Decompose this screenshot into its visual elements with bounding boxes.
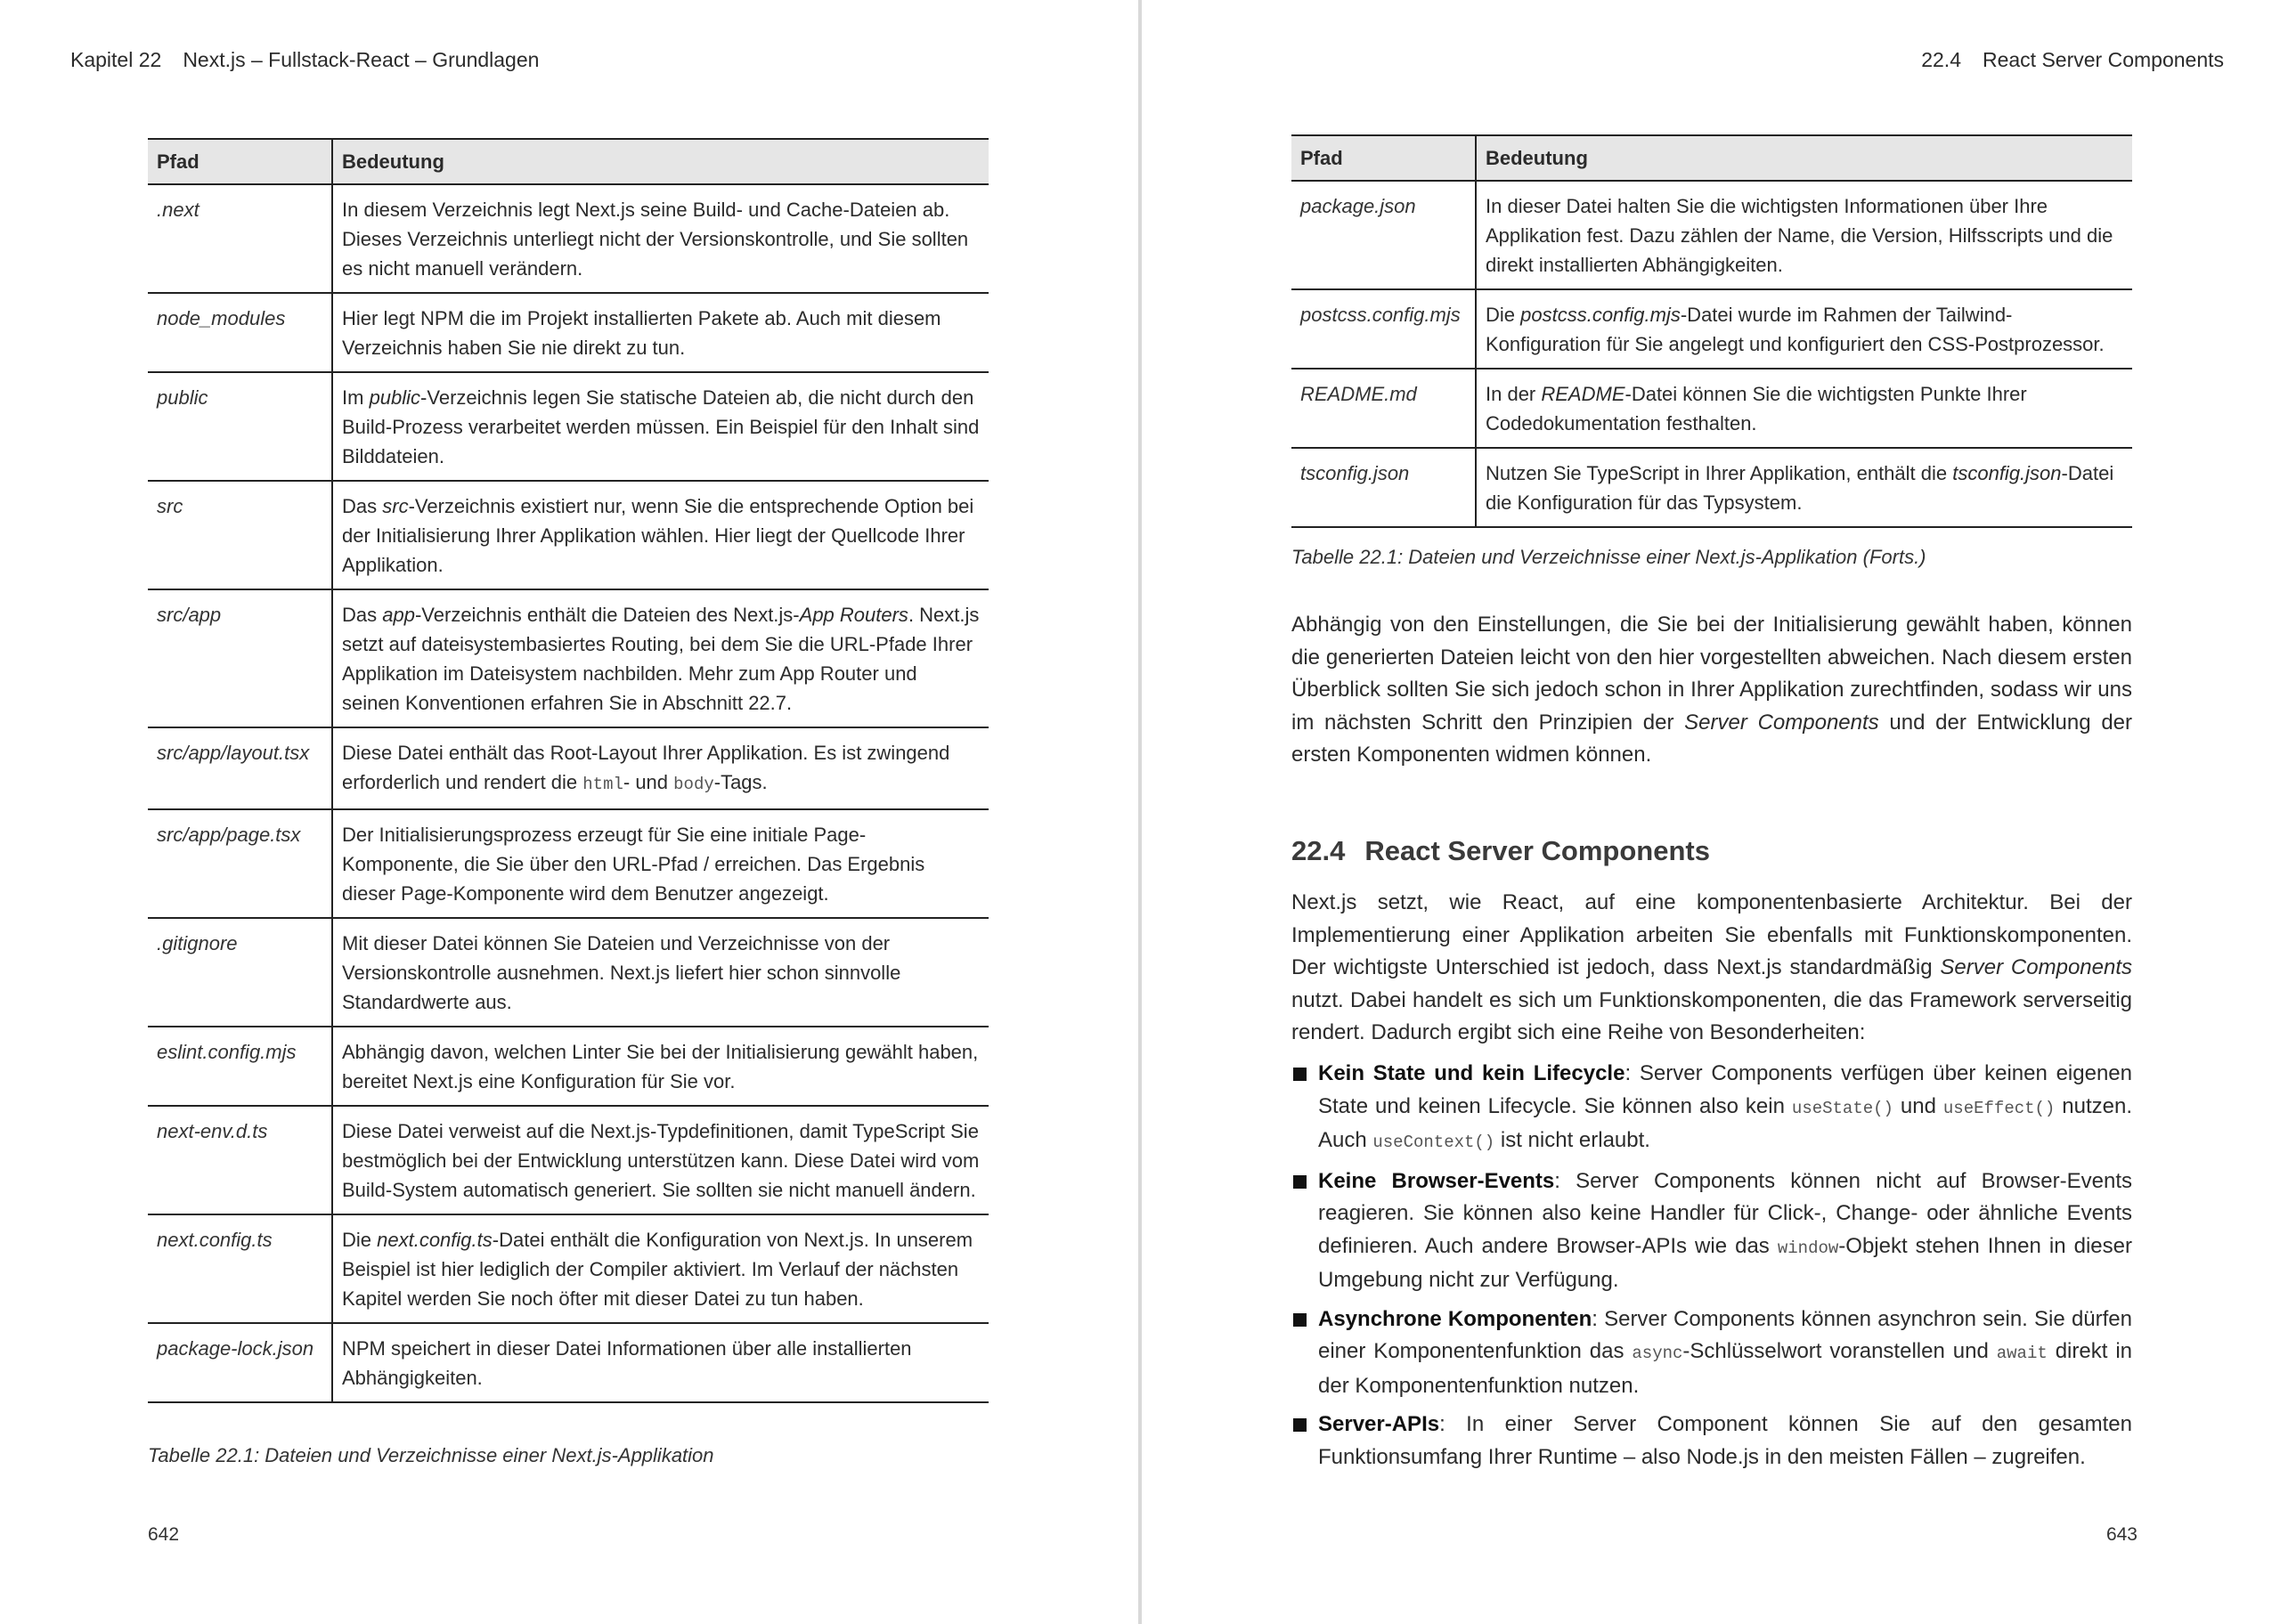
meaning-cell: Hier legt NPM die im Projekt installierten Pakete ab. Auch mit diesem Verzeichnis haben Sie nie direkt zu tun. xyxy=(332,293,989,372)
section-heading-title: React Server Components xyxy=(1364,835,1710,866)
path-cell: src/app/page.tsx xyxy=(148,809,332,918)
bullet-text: -Objekt stehen Ihnen in dieser Umgebung nicht zur Verfügung. xyxy=(1318,1233,2132,1292)
meaning-emphasis: tsconfig.json xyxy=(1952,462,2062,484)
path-cell: public xyxy=(148,372,332,481)
meaning-emphasis: README xyxy=(1541,383,1625,405)
meaning-text: Diese Datei enthält das Root-Layout Ihrer Applikation. Es ist zwingend erforderlich und rendert die xyxy=(342,742,950,793)
table-row xyxy=(1291,289,2132,369)
bullet-term: Kein State und kein Lifecycle xyxy=(1318,1061,1625,1085)
paragraph-text: Abhängig von den Einstellungen, die Sie bei der Initialisierung gewählt haben, können die generierten Dateien leicht von den hier vorgestellten abweichen. Nach diesem ersten Überblick sollten Sie sich jedoch schon in Ihrer Applikation zurechtfinden, sodass wir uns im nächsten Schritt den Prinzipien der xyxy=(1291,613,2132,735)
table-row xyxy=(148,1214,989,1323)
table-caption-left: Tabelle 22.1: Dateien und Verzeichnisse einer Next.js-Applikation xyxy=(148,1444,714,1466)
table-row xyxy=(148,372,989,481)
meaning-cell: In dieser Datei halten Sie die wichtigsten Informationen über Ihre Applikation fest. Dazu zählen der Name, die Version, Hilfsscripts und die direkt installierten Abhängigkeiten. xyxy=(1476,181,2132,289)
body-paragraph xyxy=(1291,609,2132,772)
paragraph-text: und der Entwicklung der ersten Komponenten widmen können. xyxy=(1291,710,2133,767)
table-row xyxy=(148,481,989,589)
meaning-text: -Datei können Sie die wichtigsten Punkte Ihrer Codedokumentation festhalten. xyxy=(1486,383,2027,434)
bullet-text: : Server Components verfügen über keinen eigenen State und keinen Lifecycle. Sie können also kein xyxy=(1318,1061,2132,1118)
path-cell: README.md xyxy=(1291,369,1476,448)
meaning-emphasis: App Routers xyxy=(799,604,908,626)
bullet-term: Keine Browser-Events xyxy=(1318,1168,1555,1193)
meaning-text: -Tags. xyxy=(713,771,768,793)
meaning-cell: In diesem Verzeichnis legt Next.js seine Build- und Cache-Dateien ab. Dieses Verzeichnis unterliegt nicht der Versionskontrolle, und Sie sollten es nicht manuell verändern. xyxy=(332,184,989,293)
table-row xyxy=(1291,448,2132,527)
table-row xyxy=(148,1323,989,1402)
square-bullet-icon xyxy=(1293,1313,1307,1327)
path-cell: next-env.d.ts xyxy=(148,1106,332,1214)
table-header-row xyxy=(1291,135,2132,181)
bullet-text: und xyxy=(1893,1093,1943,1118)
running-head-right xyxy=(1921,48,2224,72)
code-snippet: async xyxy=(1632,1344,1683,1363)
meaning-text: -Datei enthält die Konfiguration von Next.js. In unserem Beispiel ist hier lediglich der Compiler aktiviert. Im Verlauf der nächsten Kapitel werden Sie noch öfter mit dieser Datei zu tun haben. xyxy=(342,1229,973,1310)
code-snippet: await xyxy=(1996,1344,2048,1363)
bullet-text: ist nicht erlaubt. xyxy=(1494,1128,1650,1152)
page-number-right: 643 xyxy=(2105,1524,2138,1545)
paragraph-emphasis: Server Components xyxy=(1940,955,2133,979)
list-item xyxy=(1291,1165,2132,1297)
table-caption-right: Tabelle 22.1: Dateien und Verzeichnisse einer Next.js-Applikation (Forts.) xyxy=(1291,546,1926,568)
section-label: 22.4 xyxy=(1921,48,1961,71)
meaning-text: In der xyxy=(1486,383,1542,405)
meaning-cell xyxy=(332,372,989,481)
meaning-text: Nutzen Sie TypeScript in Ihrer Applikation, enthält die xyxy=(1486,462,1953,484)
file-table-right xyxy=(1291,134,2132,528)
table-row xyxy=(148,1027,989,1106)
meaning-emphasis: public xyxy=(369,386,421,409)
table-row xyxy=(1291,369,2132,448)
bullet-text: : In einer Server Component können Sie auf den gesamten Funktionsumfang Ihrer Runtime – also Node.js in den meisten Fällen – zugreifen. xyxy=(1318,1412,2132,1469)
table-row xyxy=(148,727,989,809)
list-item xyxy=(1291,1058,2132,1159)
code-snippet: body xyxy=(673,775,714,794)
table-row xyxy=(1291,181,2132,289)
meaning-cell xyxy=(1476,369,2132,448)
header-bedeutung: Bedeutung xyxy=(332,139,989,184)
table-row xyxy=(148,1106,989,1214)
section-number: 22.4 xyxy=(1291,835,1346,866)
table-row xyxy=(148,918,989,1027)
bullet-text: -Schlüsselwort voranstellen und xyxy=(1682,1339,1997,1363)
bullet-term: Server-APIs xyxy=(1318,1412,1440,1436)
meaning-text: Im xyxy=(342,386,370,409)
meaning-cell xyxy=(1476,448,2132,527)
meaning-cell xyxy=(332,727,989,809)
table-row xyxy=(148,184,989,293)
path-cell: postcss.config.mjs xyxy=(1291,289,1476,369)
meaning-text: -Verzeichnis legen Sie statische Dateien ab, die nicht durch den Build-Prozess verarbeitet werden müssen. Ein Beispiel für den Inhalt sind Bilddateien. xyxy=(342,386,980,467)
code-snippet: useContext() xyxy=(1372,1133,1495,1152)
meaning-text: Die xyxy=(342,1229,378,1251)
path-cell: package-lock.json xyxy=(148,1323,332,1402)
meaning-emphasis: app xyxy=(382,604,415,626)
bullet-term: Asynchrone Komponenten xyxy=(1318,1306,1592,1331)
table-header-row xyxy=(148,139,989,184)
meaning-cell: Abhängig davon, welchen Linter Sie bei der Initialisierung gewählt haben, bereitet Next.js eine Konfiguration für Sie vor. xyxy=(332,1027,989,1106)
section-heading xyxy=(1291,835,1710,867)
feature-bullet-list xyxy=(1291,1058,2132,1480)
body-paragraph xyxy=(1291,887,2132,1050)
meaning-cell: Diese Datei verweist auf die Next.js-Typdefinitionen, damit TypeScript Sie bestmöglich bei der Entwicklung unterstützen kann. Diese Datei wird vom Build-System automatisch generiert. Sie sollten sie nicht manuell ändern. xyxy=(332,1106,989,1214)
list-item xyxy=(1291,1409,2132,1474)
square-bullet-icon xyxy=(1293,1175,1307,1189)
meaning-cell xyxy=(332,481,989,589)
header-bedeutung: Bedeutung xyxy=(1476,135,2132,181)
meaning-text: . Next.js setzt auf dateisystembasiertes Routing, bei dem Sie die URL-Pfade Ihrer Applikation im Dateisystem nachbilden. Mehr zum App Router und seinen Konventionen erfahren Sie in Abschnitt 22.7. xyxy=(342,604,980,714)
bullet-text: nutzen. Auch xyxy=(1318,1093,2133,1152)
meaning-text: -Verzeichnis enthält die Dateien des Next.js- xyxy=(414,604,800,626)
path-cell: .gitignore xyxy=(148,918,332,1027)
meaning-emphasis: src xyxy=(382,495,409,517)
header-pfad: Pfad xyxy=(1291,135,1476,181)
meaning-cell: Der Initialisierungsprozess erzeugt für Sie eine initiale Page-Komponente, die Sie über den URL-Pfad / erreichen. Das Ergebnis dieser Page-Komponente wird dem Benutzer angezeigt. xyxy=(332,809,989,918)
chapter-title: Next.js – Fullstack-React – Grundlagen xyxy=(183,48,540,71)
path-cell: next.config.ts xyxy=(148,1214,332,1323)
file-table-left xyxy=(148,138,989,1403)
meaning-cell xyxy=(332,1214,989,1323)
meaning-text: Die xyxy=(1486,304,1521,326)
page-number-left: 642 xyxy=(148,1524,180,1545)
meaning-text: -Verzeichnis existiert nur, wenn Sie die entsprechende Option bei der Initialisierung Ihrer Applikation wählen. Hier liegt der Quellcode Ihrer Applikation. xyxy=(342,495,974,576)
table-row xyxy=(148,293,989,372)
code-snippet: useEffect() xyxy=(1942,1098,2056,1118)
meaning-text: Das xyxy=(342,495,383,517)
meaning-text: Das xyxy=(342,604,383,626)
header-pfad: Pfad xyxy=(148,139,332,184)
paragraph-text: nutzt. Dabei handelt es sich um Funktionskomponenten, die das Framework serverseitig rendert. Dadurch ergibt sich eine Reihe von Besonderheiten: xyxy=(1291,987,2132,1044)
path-cell: src/app/layout.tsx xyxy=(148,727,332,809)
path-cell: src/app xyxy=(148,589,332,727)
table-row xyxy=(148,809,989,918)
meaning-emphasis: postcss.config.mjs xyxy=(1520,304,1681,326)
path-cell: tsconfig.json xyxy=(1291,448,1476,527)
bullet-text: direkt in der Komponentenfunktion nutzen. xyxy=(1318,1339,2132,1398)
list-item xyxy=(1291,1303,2132,1403)
square-bullet-icon xyxy=(1293,1068,1307,1081)
meaning-text: -Datei wurde im Rahmen der Tailwind-Konfiguration für Sie angelegt und konfiguriert den CSS-Postprozessor. xyxy=(1486,304,2105,355)
path-cell: eslint.config.mjs xyxy=(148,1027,332,1106)
meaning-cell: NPM speichert in dieser Datei Informationen über alle installierten Abhängigkeiten. xyxy=(332,1323,989,1402)
code-snippet: useState() xyxy=(1791,1098,1893,1118)
chapter-label: Kapitel 22 xyxy=(70,48,162,71)
section-title: React Server Components xyxy=(1982,48,2224,71)
bullet-text: : Server Components können nicht auf Browser-Events reagieren. Sie können also keine Handler für Click-, Change- oder ähnliche Events definieren. Auch andere Browser-APIs wie das xyxy=(1318,1168,2132,1258)
code-snippet: html xyxy=(582,775,623,794)
code-snippet: window xyxy=(1777,1238,1839,1258)
meaning-cell xyxy=(332,589,989,727)
meaning-text: -Datei die Konfiguration für das Typsystem. xyxy=(1486,462,2114,514)
bullet-text: : Server Components können asynchron sein. Sie dürfen einer Komponentenfunktion das xyxy=(1318,1306,2132,1363)
meaning-emphasis: next.config.ts xyxy=(377,1229,493,1251)
path-cell: node_modules xyxy=(148,293,332,372)
paragraph-text: Next.js setzt, wie React, auf eine komponentenbasierte Architektur. Bei der Implementierung einer Applikation arbeiten Sie ebenfalls mit Funktionskomponenten. Der wichtigste Unterschied ist jedoch, dass Next.js standardmäßig xyxy=(1291,890,2132,979)
path-cell: src xyxy=(148,481,332,589)
square-bullet-icon xyxy=(1293,1418,1307,1432)
meaning-cell xyxy=(1476,289,2132,369)
path-cell: .next xyxy=(148,184,332,293)
running-head-left xyxy=(70,48,539,72)
path-cell: package.json xyxy=(1291,181,1476,289)
meaning-text: - und xyxy=(623,771,674,793)
table-row xyxy=(148,589,989,727)
meaning-cell: Mit dieser Datei können Sie Dateien und Verzeichnisse von der Versionskontrolle ausnehmen. Next.js liefert hier schon sinnvolle Standardwerte aus. xyxy=(332,918,989,1027)
left-page xyxy=(0,0,1138,1624)
paragraph-emphasis: Server Components xyxy=(1684,710,1879,735)
